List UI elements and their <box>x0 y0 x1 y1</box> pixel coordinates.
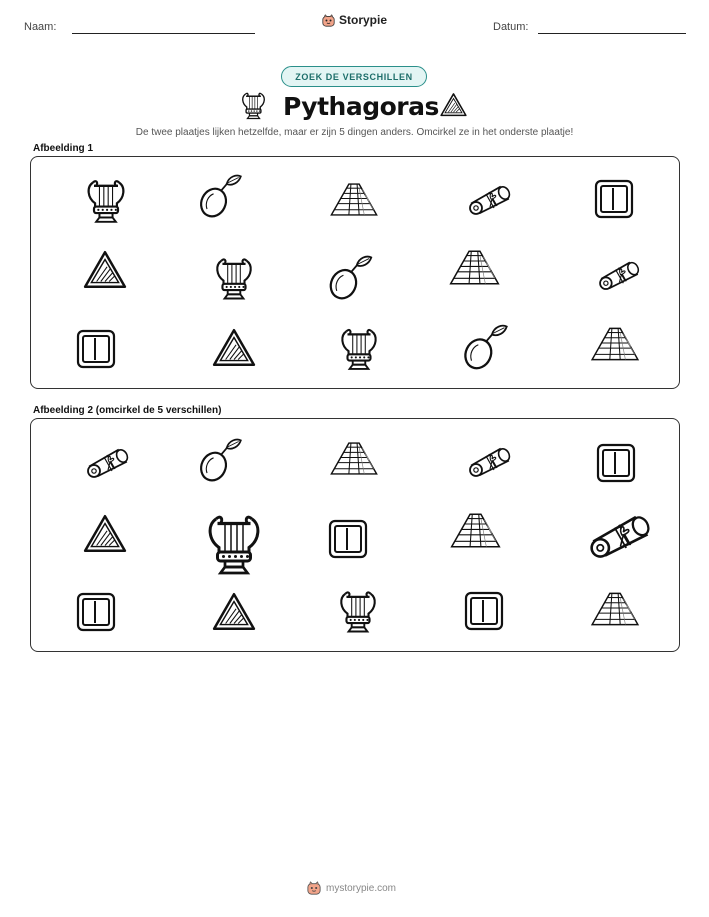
olive-icon <box>195 172 243 220</box>
lyre-icon[interactable] <box>203 510 265 576</box>
picture1-label: Afbeelding 1 <box>33 143 94 154</box>
olive-icon <box>459 322 509 372</box>
lyre-icon <box>213 254 255 301</box>
scroll-icon <box>594 257 643 290</box>
square-frame-icon[interactable] <box>464 591 504 631</box>
pyramid-icon <box>447 248 502 287</box>
lyre-icon <box>338 325 380 371</box>
scroll-icon <box>464 181 514 215</box>
triangle-icon <box>82 249 128 291</box>
scroll-icon[interactable] <box>583 509 655 558</box>
footer <box>307 881 396 895</box>
footer-site-link[interactable]: mystorypie.com <box>326 882 397 894</box>
pyramid-icon <box>589 325 641 363</box>
olive-icon[interactable] <box>195 436 243 484</box>
triangle-icon[interactable] <box>211 591 257 633</box>
square-frame-icon <box>594 179 634 219</box>
activity-badge: ZOEK DE VERSCHILLEN <box>281 66 427 87</box>
pyramid-icon[interactable] <box>328 440 380 477</box>
name-line[interactable] <box>72 33 255 34</box>
scroll-icon[interactable] <box>464 443 514 477</box>
brand-logo <box>322 13 387 27</box>
square-frame-icon[interactable] <box>328 519 368 559</box>
storypie-logo-icon <box>307 881 321 895</box>
triangle-icon <box>439 92 468 118</box>
square-frame-icon[interactable] <box>596 443 636 483</box>
olive-icon <box>324 253 374 302</box>
storypie-logo-icon <box>322 14 335 27</box>
triangle-icon[interactable] <box>82 513 128 555</box>
instructions-text: De twee plaatjes lijken hetzelfde, maar er zijn 5 dingen anders. Omcirkel ze in het onderste plaatje! <box>135 127 574 138</box>
date-line[interactable] <box>538 33 686 34</box>
pyramid-icon[interactable] <box>589 590 641 628</box>
triangle-icon <box>211 327 257 369</box>
lyre-icon <box>240 90 267 120</box>
page-title: Pythagoras <box>283 92 439 121</box>
lyre-icon <box>84 176 128 224</box>
picture2-label: Afbeelding 2 (omcirkel de 5 verschillen) <box>33 405 222 416</box>
name-label: Naam: <box>24 21 57 33</box>
square-frame-icon[interactable] <box>76 592 116 632</box>
square-frame-icon <box>76 329 116 369</box>
pyramid-icon <box>328 181 380 218</box>
date-label: Datum: <box>493 21 529 33</box>
brand-name: Storypie <box>339 13 388 27</box>
lyre-icon[interactable] <box>337 587 379 634</box>
scroll-icon[interactable] <box>82 444 132 478</box>
pyramid-icon[interactable] <box>448 511 503 550</box>
